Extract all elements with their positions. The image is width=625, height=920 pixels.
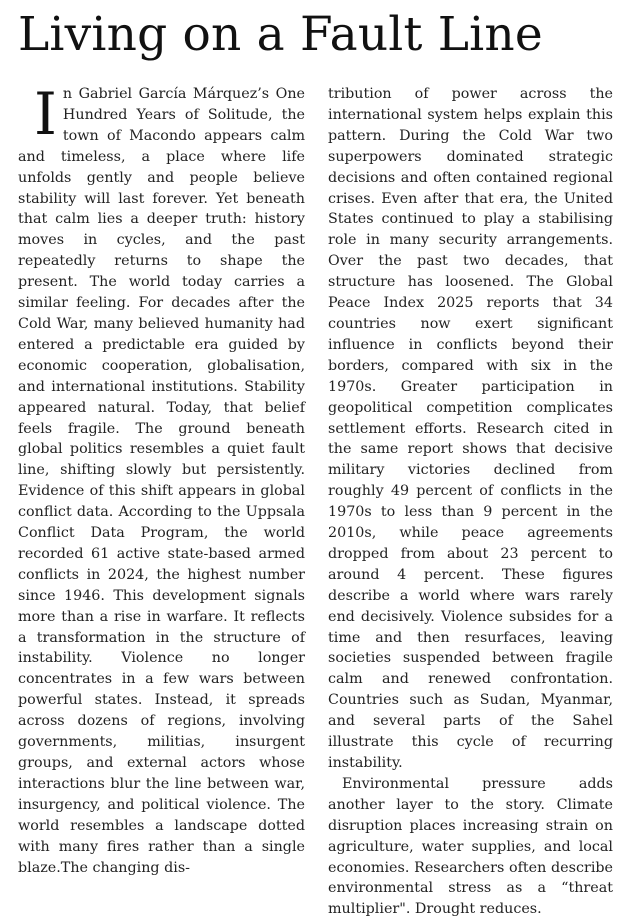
left-column <box>18 80 305 878</box>
right-column <box>328 84 613 920</box>
environment-paragraph: Environmental pressure adds another layer to the story. Climate disruption places increasing strain on agriculture, water supplies, and local economies. Researchers often describe environmental stress as a “threat multiplier". Drought reduces. <box>328 775 613 918</box>
continuation-paragraph: tribution of power across the international system helps explain this pattern. During the Cold War two superpowers dominated strategic decisions and often contained regional crises. Even after that era, the United States continued to play a stabilising role in many security arrangements. Over the past two decades, that structure has loosened. The Global Peace Index 2025 reports that 34 countries now exert significant influence in conflicts beyond their borders, compared with six in the 1970s. Greater participation in geopolitical competition complicates settlement efforts. Research cited in the same report shows that decisive military victories declined from roughly 49 percent of conflicts in the 1970s to less than 9 percent in the 2010s, while peace agreements dropped from about 23 percent to around 4 percent. These figures describe a world where wars rarely end decisively. Violence subsides for a time and then resurfaces, leaving societies suspended between fragile calm and renewed confrontation. Countries such as Sudan, Myanmar, and several parts of the Sahel illustrate this cycle of recurring instability. <box>328 86 613 771</box>
drop-cap: I <box>34 80 57 148</box>
opening-paragraph-text: n Gabriel García Márquez’s One Hundred Years of Solitude, the town of Macondo appears calm and timeless, a place where life unfolds gently and people believe stability will last forever. Yet beneath that calm lies a deeper truth: history moves in cycles, and the past repeatedly returns to shape the present. The world today carries a similar feeling. For decades after the Cold War, many believed humanity had entered a predictable era guided by economic cooperation, globalisation, and international institutions. Stability appeared natural. Today, that belief feels fragile. The ground beneath global politics resembles a quiet fault line, shifting slowly but persistently. Evidence of this shift appears in global conflict data. According to the Uppsala Conflict Data Program, the world recorded 61 active state-based armed conflicts in 2024, the highest number since 1946. This development signals more than a rise in warfare. It reflects a transformation in the structure of instability. Violence no longer concentrates in a few wars between powerful states. Instead, it spreads across dozens of regions, involving governments, militias, insurgent groups, and external actors whose interactions blur the line between war, insurgency, and political violence. The world resembles a landscape dotted with many fires rather than a single blaze.The changing dis- <box>18 86 305 876</box>
article-headline: Living on a Fault Line <box>18 7 543 62</box>
opening-paragraph <box>18 80 305 878</box>
